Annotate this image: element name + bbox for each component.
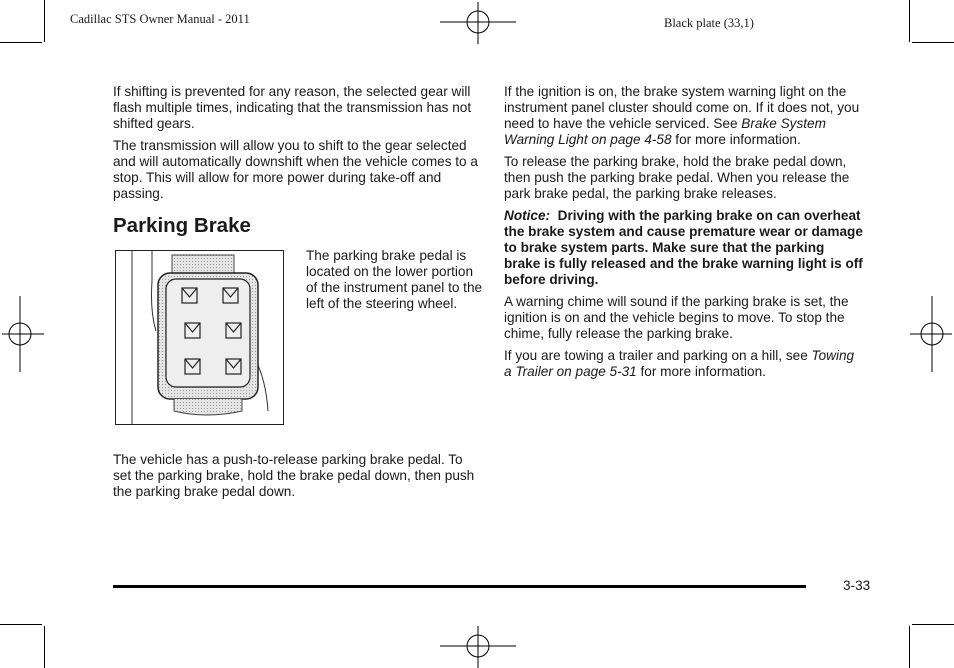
paragraph-towing-trailer: If you are towing a trailer and parking on a hill, see Towing a Trailer on page 5-31 for more information. bbox=[504, 348, 855, 379]
notice-text: Driving with the parking brake on can overheat the brake system and cause premature wear or damage to brake system parts. Make sure that the parking brake is fully released and the brake warning light is off before driving. bbox=[504, 208, 863, 287]
parking-brake-pedal-illustration bbox=[115, 250, 284, 425]
notice-paragraph bbox=[504, 208, 864, 288]
registration-target-top bbox=[440, 2, 516, 44]
paragraph-auto-downshift: The transmission will allow you to shift to the gear selected and will automatically downshift when the vehicle comes to a stop. This will allow for more power during take-off and passing. bbox=[113, 138, 478, 201]
section-heading-parking-brake: Parking Brake bbox=[113, 214, 251, 237]
registration-target-left bbox=[2, 296, 44, 372]
header-manual-title: Cadillac STS Owner Manual - 2011 bbox=[70, 12, 250, 26]
paragraph-brake-warning-light: If the ignition is on, the brake system warning light on the instrument panel cluster should come on. If it does not, you need to have the vehicle serviced. See Brake System Warning Light on page 4-58 for more information. bbox=[504, 84, 860, 147]
paragraph-push-to-release: The vehicle has a push-to-release parking brake pedal. To set the parking brake, hold the brake pedal down, then push the parking brake pedal down. bbox=[113, 452, 475, 499]
registration-target-right bbox=[910, 296, 952, 372]
paragraph-warning-chime: A warning chime will sound if the parking brake is set, the ignition is on and the vehicle begins to move. To stop the chime, fully release the parking brake. bbox=[504, 294, 849, 341]
paragraph-release-brake: To release the parking brake, hold the brake pedal down, then push the parking brake pedal. When you release the park brake pedal, the parking brake releases. bbox=[504, 154, 850, 201]
link-brake-system-warning-light[interactable]: Brake System Warning Light on page 4-58 bbox=[504, 116, 826, 147]
footer-rule bbox=[113, 585, 806, 588]
right-column bbox=[504, 84, 864, 386]
link-towing-a-trailer[interactable]: Towing a Trailer on page 5-31 bbox=[504, 348, 855, 379]
figure-caption-pedal-location: The parking brake pedal is located on the lower portion of the instrument panel to the left of the steering wheel. bbox=[306, 248, 483, 311]
pedal-icon bbox=[116, 251, 284, 425]
page-number: 3-33 bbox=[843, 578, 871, 593]
header-plate-label: Black plate (33,1) bbox=[664, 16, 754, 30]
left-column-top bbox=[113, 84, 478, 208]
registration-target-bottom bbox=[440, 626, 516, 668]
paragraph-shift-prevented: If shifting is prevented for any reason, the selected gear will flash multiple times, indicating that the transmission has not shifted gears. bbox=[113, 84, 472, 131]
notice-label: Notice: bbox=[504, 208, 551, 223]
